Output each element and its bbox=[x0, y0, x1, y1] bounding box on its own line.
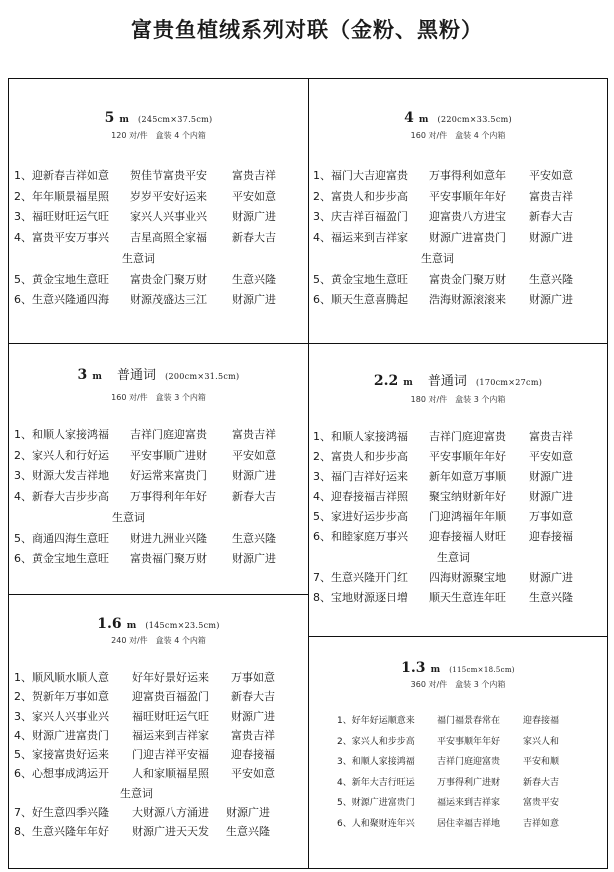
list-item bbox=[14, 466, 308, 487]
couplet-line: 4、新春大吉步步高 bbox=[14, 490, 109, 504]
couplet-line: 1、福门大吉迎富贵 bbox=[313, 169, 408, 182]
couplet-line: 万事得利年年好 bbox=[130, 490, 207, 504]
list-item bbox=[14, 290, 308, 311]
unit-label: m bbox=[126, 621, 137, 631]
couplet-line: 财进九洲业兴隆 bbox=[130, 531, 207, 545]
couplet-top: 富贵吉祥 bbox=[529, 189, 573, 203]
couplet-line: 7、好生意四季兴隆 bbox=[14, 806, 109, 820]
section-label: 生意词 bbox=[120, 786, 153, 800]
couplet-line: 2、贺新年万事如意 bbox=[14, 690, 109, 704]
couplet-line: 财源茂盛达三江 bbox=[130, 293, 207, 307]
couplet-line: 2、年年顺景福星照 bbox=[14, 189, 109, 203]
couplet-line: 1、迎新春吉祥如意 bbox=[14, 169, 109, 182]
couplet-line: 1、和顺人家接鸿福 bbox=[313, 430, 408, 443]
list-item bbox=[14, 668, 308, 687]
couplet-line: 8、宝地财源逐日增 bbox=[313, 590, 408, 604]
couplet-top: 平安如意 bbox=[232, 189, 276, 203]
couplet-line: 平安事顺年年好 bbox=[429, 189, 506, 203]
couplet-line: 岁岁平安好运来 bbox=[130, 189, 207, 203]
couplet-line: 3、福门吉祥好运来 bbox=[313, 470, 408, 484]
list-item bbox=[14, 446, 308, 467]
size-label: 3 bbox=[77, 367, 88, 383]
couplet-line: 5、黄金宝地生意旺 bbox=[313, 272, 408, 286]
couplet-line: 7、生意兴隆开门红 bbox=[313, 570, 408, 584]
couplet-line: 富贵金门聚万财 bbox=[429, 272, 506, 286]
dims-label: (245cm×37.5cm) bbox=[138, 115, 213, 124]
section-label: 生意词 bbox=[112, 510, 145, 524]
couplet-line: 福门福景春常在 bbox=[437, 716, 501, 726]
list-item bbox=[14, 803, 308, 822]
couplet-top: 平安如意 bbox=[232, 448, 276, 462]
couplet-top: 富贵吉祥 bbox=[232, 428, 276, 441]
list-item bbox=[337, 752, 607, 773]
couplet-top: 平安如意 bbox=[529, 169, 573, 182]
panel-2-2m bbox=[309, 344, 607, 636]
couplet-top: 财源广进 bbox=[232, 469, 276, 483]
couplet-line: 新年如意万事顺 bbox=[429, 470, 506, 484]
couplet-line: 4、福运来到吉祥家 bbox=[313, 231, 408, 245]
couplet-top: 平安如意 bbox=[231, 767, 275, 781]
couplet-top: 富贵吉祥 bbox=[529, 430, 573, 443]
unit-label: m bbox=[403, 378, 413, 388]
dims-label: (145cm×23.5cm) bbox=[145, 621, 220, 630]
couplet-top: 新春大吉 bbox=[529, 210, 573, 224]
couplet-line: 6、黄金宝地生意旺 bbox=[14, 552, 109, 566]
couplet-line: 平安事顺年年好 bbox=[437, 736, 501, 747]
panel-5m bbox=[9, 79, 308, 343]
dims-label: (170cm×27cm) bbox=[476, 378, 543, 387]
list-item bbox=[313, 290, 607, 311]
panel-4m bbox=[309, 79, 607, 343]
couplet-top: 富贵平安 bbox=[523, 798, 560, 808]
panel-1-6m bbox=[9, 595, 308, 868]
couplet-line: 浩海财源滚滚来 bbox=[429, 293, 506, 307]
list-item bbox=[14, 822, 308, 841]
couplet-top: 平安和顺 bbox=[523, 757, 560, 767]
couplet-top: 财源广进 bbox=[529, 231, 573, 245]
couplet-top: 生意兴隆 bbox=[232, 531, 276, 545]
couplet-top: 万事如意 bbox=[231, 671, 275, 684]
couplet-line: 迎春接福人财旺 bbox=[429, 530, 506, 544]
couplet-line: 6、心想事成鸿运开 bbox=[14, 767, 109, 781]
couplet-line: 1、好年好运顺意来 bbox=[337, 716, 415, 726]
couplet-top: 新春大吉 bbox=[232, 231, 276, 245]
couplet-line: 5、商通四海生意旺 bbox=[14, 531, 109, 545]
couplet-line: 大财源八方涌进 bbox=[132, 806, 209, 820]
list-item bbox=[14, 487, 308, 508]
couplet-line: 家兴人兴事业兴 bbox=[130, 210, 207, 224]
list-item bbox=[14, 726, 308, 745]
list-item bbox=[337, 814, 607, 835]
dims-label: (115cm×18.5cm) bbox=[449, 666, 515, 674]
qty-label: 360 对/件 bbox=[410, 680, 448, 689]
unit-label: m bbox=[92, 372, 102, 382]
list-item bbox=[313, 467, 607, 487]
pack-label: 盒装 3 个内箱 bbox=[455, 680, 506, 689]
couplet-top: 财源广进 bbox=[232, 293, 276, 307]
list-item bbox=[337, 793, 607, 814]
couplet-line: 平安事顺年年好 bbox=[429, 450, 506, 464]
couplet-top: 财源广进 bbox=[232, 552, 276, 566]
couplet-line: 2、家兴人和步步高 bbox=[337, 736, 415, 747]
couplet-top: 吉祥如意 bbox=[523, 818, 560, 829]
pack-label: 盒装 4 个内箱 bbox=[155, 636, 206, 645]
grid-right bbox=[607, 78, 608, 868]
dims-label: (200cm×31.5cm) bbox=[165, 372, 240, 381]
couplet-line: 3、财源大发吉祥地 bbox=[14, 469, 109, 483]
couplet-line: 吉祥门庭迎富贵 bbox=[437, 757, 501, 767]
couplet-line: 3、庆吉祥百福盈门 bbox=[313, 210, 408, 224]
couplet-line: 财源广进天天发 bbox=[132, 825, 209, 839]
couplet-line: 万事得利如意年 bbox=[429, 169, 506, 182]
qty-label: 180 对/件 bbox=[410, 395, 448, 404]
unit-label: m bbox=[119, 115, 129, 125]
unit-label: m bbox=[430, 665, 441, 675]
list-item bbox=[313, 166, 607, 187]
grid-bottom bbox=[8, 868, 608, 869]
couplet-line: 1、和顺人家接鸿福 bbox=[14, 428, 109, 441]
couplet-line: 福旺财旺运气旺 bbox=[132, 709, 209, 723]
list-item bbox=[14, 529, 308, 550]
couplet-top: 生意兴隆 bbox=[226, 825, 270, 839]
list-item bbox=[313, 427, 607, 447]
couplet-line: 2、富贵人和步步高 bbox=[313, 450, 408, 464]
couplet-line: 万事得利广进财 bbox=[437, 777, 501, 788]
panel-1-3m bbox=[309, 637, 607, 868]
couplet-line: 2、富贵人和步步高 bbox=[313, 189, 408, 203]
list-item bbox=[313, 270, 607, 291]
couplet-top: 生意兴隆 bbox=[529, 272, 573, 286]
couplet-line: 5、财源广进富贵门 bbox=[337, 798, 415, 808]
couplet-top: 生意兴隆 bbox=[232, 272, 276, 286]
list-item bbox=[14, 270, 308, 291]
unit-label: m bbox=[418, 115, 429, 125]
list-item bbox=[313, 187, 607, 208]
type-label: 普通词 bbox=[427, 374, 467, 389]
qty-label: 120 对/件 bbox=[111, 131, 148, 140]
couplet-top: 财源广进 bbox=[226, 806, 270, 820]
pack-label: 盒装 4 个内箱 bbox=[455, 131, 506, 140]
qty-label: 160 对/件 bbox=[410, 131, 448, 140]
list-item bbox=[14, 207, 308, 228]
couplet-top: 富贵吉祥 bbox=[231, 728, 275, 742]
size-label: 2.2 bbox=[373, 373, 399, 389]
couplet-line: 财源广进富贵门 bbox=[429, 231, 506, 245]
size-label: 1.3 bbox=[401, 660, 426, 676]
couplet-line: 聚宝纳财新年好 bbox=[429, 490, 506, 504]
couplet-top: 富贵吉祥 bbox=[232, 169, 276, 182]
couplet-line: 平安事顺广进财 bbox=[130, 448, 207, 462]
couplet-line: 贺佳节富贵平安 bbox=[130, 169, 207, 182]
couplet-top: 财源广进 bbox=[529, 490, 573, 504]
list-item bbox=[14, 764, 308, 783]
section-label: 生意词 bbox=[122, 251, 155, 265]
pack-label: 盒装 3 个内箱 bbox=[155, 393, 206, 402]
couplet-top: 家兴人和 bbox=[523, 736, 560, 747]
list-item bbox=[313, 527, 607, 547]
couplet-line: 4、新年大吉行旺运 bbox=[337, 777, 415, 788]
couplet-top: 迎春接福 bbox=[523, 716, 560, 726]
couplet-line: 5、家接富贵好运来 bbox=[14, 748, 109, 762]
couplet-line: 富贵金门聚万财 bbox=[130, 272, 207, 286]
list-item bbox=[14, 549, 308, 570]
size-label: 4 bbox=[404, 110, 414, 126]
list-item bbox=[14, 425, 308, 446]
list-item bbox=[313, 447, 607, 467]
list-item bbox=[337, 732, 607, 753]
list-item bbox=[313, 487, 607, 507]
couplet-line: 顺天生意连年旺 bbox=[429, 590, 506, 604]
couplet-line: 吉祥门庭迎富贵 bbox=[429, 430, 506, 443]
couplet-line: 3、福旺财旺运气旺 bbox=[14, 210, 109, 224]
couplet-line: 4、迎春接福吉祥照 bbox=[313, 490, 408, 504]
couplet-line: 8、生意兴隆年年好 bbox=[14, 825, 109, 839]
couplet-line: 好年好景好运来 bbox=[132, 671, 209, 684]
list-item bbox=[313, 207, 607, 228]
couplet-line: 四海财源聚宝地 bbox=[429, 570, 506, 584]
qty-label: 240 对/件 bbox=[111, 636, 148, 645]
list-item bbox=[14, 166, 308, 187]
couplet-top: 财源广进 bbox=[529, 470, 573, 484]
couplet-line: 6、生意兴隆通四海 bbox=[14, 293, 109, 307]
couplet-top: 新春大吉 bbox=[232, 490, 276, 504]
couplet-line: 好运常来富贵门 bbox=[130, 469, 207, 483]
type-label: 普通词 bbox=[116, 368, 156, 383]
couplet-top: 财源广进 bbox=[529, 293, 573, 307]
couplet-top: 新春大吉 bbox=[523, 777, 560, 788]
couplet-line: 5、家进好运步步高 bbox=[313, 510, 408, 524]
couplet-line: 4、富贵平安万事兴 bbox=[14, 231, 109, 245]
list-item bbox=[313, 228, 607, 249]
couplet-line: 2、家兴人和行好运 bbox=[14, 448, 109, 462]
couplet-line: 迎富贵八方进宝 bbox=[429, 210, 506, 224]
couplet-line: 吉祥门庭迎富贵 bbox=[130, 428, 207, 441]
list-item bbox=[337, 711, 607, 732]
couplet-line: 迎富贵百福盈门 bbox=[132, 690, 209, 704]
couplet-top: 财源广进 bbox=[232, 210, 276, 224]
couplet-top: 平安如意 bbox=[529, 450, 573, 464]
couplet-top: 万事如意 bbox=[529, 510, 573, 524]
list-item bbox=[14, 687, 308, 706]
list-item bbox=[313, 507, 607, 527]
couplet-line: 居住幸福吉祥地 bbox=[437, 818, 501, 829]
couplet-line: 1、顺风顺水顺人意 bbox=[14, 671, 109, 684]
couplet-top: 生意兴隆 bbox=[529, 590, 573, 604]
panel-3m bbox=[9, 344, 308, 594]
couplet-top: 迎春接福 bbox=[231, 748, 275, 762]
couplet-line: 4、财源广进富贵门 bbox=[14, 728, 109, 742]
list-item bbox=[14, 707, 308, 726]
couplet-line: 人和家顺福星照 bbox=[132, 767, 209, 781]
couplet-line: 3、和顺人家接鸿福 bbox=[337, 757, 415, 767]
pack-label: 盒装 3 个内箱 bbox=[455, 395, 506, 404]
couplet-top: 财源广进 bbox=[231, 709, 275, 723]
section-label: 生意词 bbox=[421, 251, 454, 265]
page-title: 富贵鱼植绒系列对联（金粉、黑粉） bbox=[131, 17, 483, 42]
list-item bbox=[14, 228, 308, 249]
couplet-line: 6、和睦家庭万事兴 bbox=[313, 530, 408, 544]
pack-label: 盒装 4 个内箱 bbox=[155, 131, 206, 140]
list-item bbox=[14, 187, 308, 208]
section-label: 生意词 bbox=[437, 550, 470, 564]
couplet-line: 吉星高照全家福 bbox=[130, 231, 207, 245]
size-label: 5 bbox=[104, 110, 115, 126]
dims-label: (220cm×33.5cm) bbox=[437, 115, 512, 124]
couplet-line: 6、人和聚财连年兴 bbox=[337, 818, 415, 829]
list-item bbox=[313, 568, 607, 588]
list-item bbox=[313, 588, 607, 608]
couplet-line: 门迎鸿福年年顺 bbox=[429, 510, 506, 524]
couplet-line: 5、黄金宝地生意旺 bbox=[14, 272, 109, 286]
couplet-line: 富贵福门聚万财 bbox=[130, 552, 207, 566]
list-item bbox=[14, 745, 308, 764]
couplet-line: 福运来到吉祥家 bbox=[437, 798, 501, 808]
couplet-line: 福运来到吉祥家 bbox=[132, 728, 209, 742]
qty-label: 160 对/件 bbox=[111, 393, 148, 402]
size-label: 1.6 bbox=[97, 616, 122, 632]
couplet-top: 新春大吉 bbox=[231, 690, 275, 704]
couplet-line: 3、家兴人兴事业兴 bbox=[14, 709, 109, 723]
list-item bbox=[337, 773, 607, 794]
couplet-top: 迎春接福 bbox=[529, 530, 573, 544]
couplet-line: 门迎吉祥平安福 bbox=[132, 748, 209, 762]
couplet-top: 财源广进 bbox=[529, 570, 573, 584]
couplet-line: 6、顺天生意喜腾起 bbox=[313, 293, 408, 307]
